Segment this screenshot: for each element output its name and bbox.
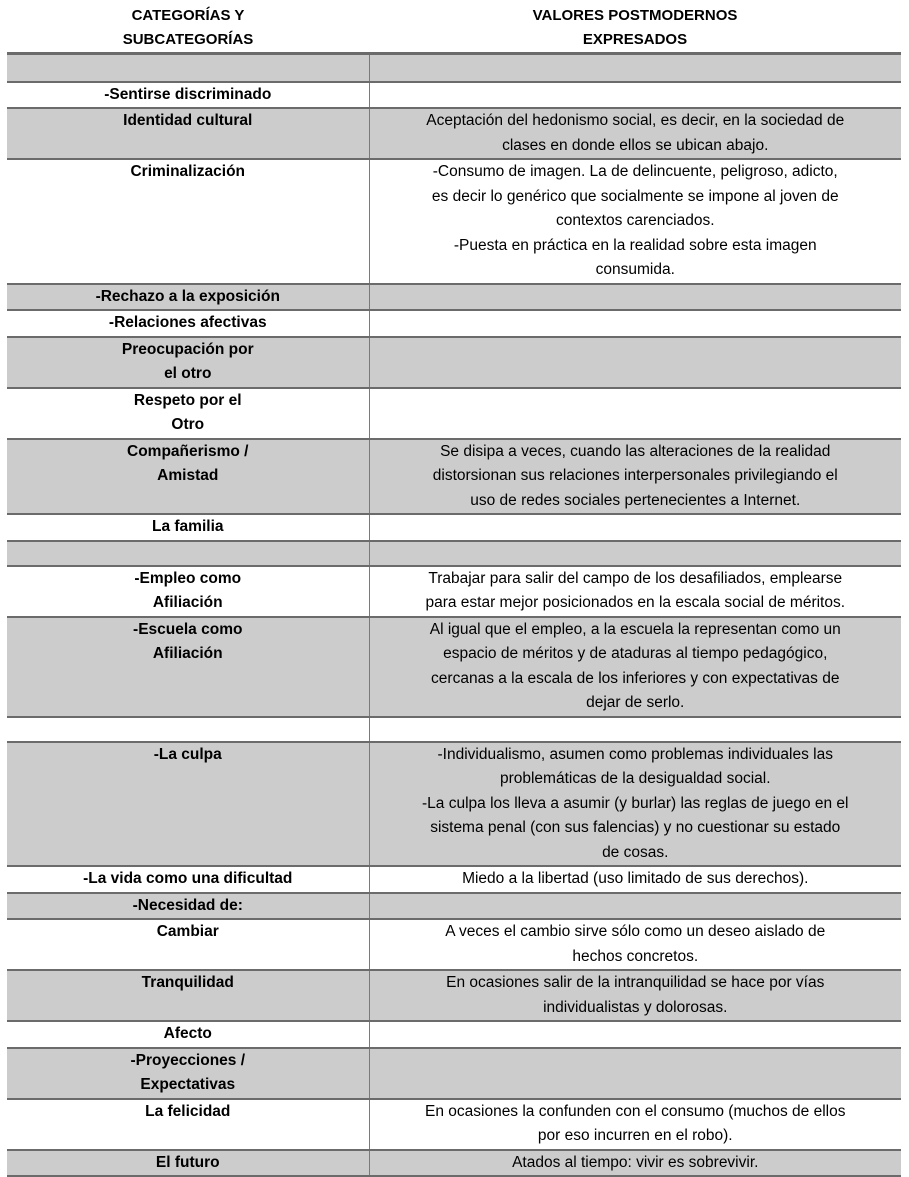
header-values-line: VALORES POSTMODERNOS — [532, 7, 738, 24]
category-cell — [7, 1099, 369, 1150]
category-text: Tranquilidad — [141, 974, 234, 991]
value-cell — [369, 159, 901, 284]
value-cell — [369, 893, 901, 920]
value-text: de cosas. — [602, 843, 669, 861]
category-text: el otro — [164, 365, 212, 382]
value-text: consumida. — [595, 261, 675, 278]
value-cell — [369, 108, 901, 159]
table-row — [7, 54, 901, 82]
value-cell — [369, 970, 901, 1021]
category-cell — [7, 388, 369, 439]
table-row — [7, 159, 901, 284]
category-cell — [7, 1048, 369, 1099]
value-cell — [369, 284, 901, 311]
value-cell — [369, 310, 901, 337]
category-cell — [7, 1021, 369, 1048]
value-text: individualistas y dolorosas. — [543, 998, 728, 1016]
value-cell — [369, 337, 901, 388]
value-text: distorsionan sus relaciones interpersonales privilegiando el — [432, 467, 838, 484]
value-text: sistema penal (con sus falencias) y no cuestionar su estado — [430, 819, 841, 836]
value-text: Atados al tiempo: vivir es sobrevivir. — [512, 1153, 759, 1171]
value-text: hechos concretos. — [572, 947, 699, 965]
category-cell — [7, 742, 369, 867]
category-cell — [7, 970, 369, 1021]
value-text: -Puesta en práctica en la realidad sobre esta imagen — [453, 236, 817, 254]
category-text: Afecto — [163, 1025, 212, 1042]
category-cell — [7, 284, 369, 311]
category-text: -Rechazo a la exposición — [95, 287, 280, 305]
value-text: es decir lo genérico que socialmente se impone al joven de — [431, 187, 839, 205]
value-text: espacio de méritos y de ataduras al tiempo pedagógico, — [443, 645, 828, 662]
value-cell — [369, 617, 901, 717]
category-cell — [7, 108, 369, 159]
table-row — [7, 514, 901, 541]
category-cell — [7, 337, 369, 388]
category-cell — [7, 439, 369, 515]
header-categories — [7, 0, 369, 52]
category-cell — [7, 893, 369, 920]
category-cell — [7, 919, 369, 970]
table-row — [7, 108, 901, 159]
category-cell — [7, 159, 369, 284]
category-cell — [7, 541, 369, 566]
value-text: Aceptación del hedonismo social, es decir, en la sociedad de — [426, 112, 845, 129]
value-text: Miedo a la libertad (uso limitado de sus derechos). — [462, 870, 809, 887]
category-text: -Proyecciones / — [130, 1051, 246, 1069]
categories-values-table — [7, 52, 901, 1177]
table-row — [7, 388, 901, 439]
table-row — [7, 717, 901, 742]
table-row — [7, 337, 901, 388]
category-text: Criminalización — [130, 163, 246, 180]
category-text: El futuro — [155, 1153, 220, 1171]
category-cell — [7, 617, 369, 717]
value-cell — [369, 82, 901, 109]
value-text: clases en donde ellos se ubican abajo. — [502, 136, 769, 154]
value-text: para estar mejor posicionados en la escala social de méritos. — [425, 594, 846, 611]
category-text: -Escuela como — [133, 620, 243, 638]
table-row — [7, 310, 901, 337]
category-text: -Relaciones afectivas — [108, 314, 267, 331]
category-cell — [7, 54, 369, 82]
category-text: Preocupación por — [121, 340, 254, 358]
value-cell — [369, 717, 901, 742]
value-text: Trabajar para salir del campo de los desafiliados, emplearse — [428, 569, 843, 587]
category-cell — [7, 566, 369, 617]
category-text: Cambiar — [156, 923, 219, 940]
category-text: La felicidad — [145, 1102, 231, 1120]
value-text: por eso incurren en el robo). — [537, 1127, 733, 1144]
category-cell — [7, 514, 369, 541]
value-cell — [369, 919, 901, 970]
table-header — [7, 0, 901, 52]
category-cell — [7, 1150, 369, 1177]
table-row — [7, 439, 901, 515]
value-cell — [369, 54, 901, 82]
category-cell — [7, 866, 369, 893]
category-text: Otro — [171, 416, 205, 433]
table-row — [7, 566, 901, 617]
value-text: cercanas a la escala de los inferiores y con expectativas de — [431, 669, 840, 687]
value-text: Se disipa a veces, cuando las alteraciones de la realidad — [440, 442, 831, 460]
table-row — [7, 1021, 901, 1048]
table-row — [7, 1099, 901, 1150]
value-text: -La culpa los lleva a asumir (y burlar) las reglas de juego en el — [422, 794, 849, 812]
value-cell — [369, 1021, 901, 1048]
category-text: -Sentirse discriminado — [104, 85, 272, 103]
value-cell — [369, 1048, 901, 1099]
category-text: -La vida como una dificultad — [83, 870, 293, 887]
value-cell — [369, 866, 901, 893]
value-cell — [369, 388, 901, 439]
value-text: dejar de serlo. — [586, 694, 685, 711]
category-cell — [7, 310, 369, 337]
category-cell — [7, 82, 369, 109]
category-text: Afiliación — [152, 594, 223, 611]
table-row — [7, 742, 901, 867]
category-text: Compañerismo / — [127, 442, 249, 460]
table-row — [7, 82, 901, 109]
value-cell — [369, 439, 901, 515]
value-text: A veces el cambio sirve sólo como un deseo aislado de — [445, 923, 826, 940]
value-cell — [369, 566, 901, 617]
header-categories-line: CATEGORÍAS Y — [131, 7, 245, 24]
category-text: -Necesidad de: — [132, 896, 243, 914]
table-body — [7, 54, 901, 1177]
table-row — [7, 1150, 901, 1177]
table-row — [7, 893, 901, 920]
header-values-line: EXPRESADOS — [582, 31, 688, 48]
table-row — [7, 284, 901, 311]
value-text: uso de redes sociales pertenecientes a Internet. — [470, 491, 801, 509]
category-text: Identidad cultural — [123, 112, 253, 129]
header-categories-line: SUBCATEGORÍAS — [122, 31, 254, 48]
table-row — [7, 541, 901, 566]
value-cell — [369, 742, 901, 867]
value-text: -Consumo de imagen. La de delincuente, peligroso, adicto, — [432, 163, 838, 180]
value-cell — [369, 541, 901, 566]
value-cell — [369, 1150, 901, 1177]
value-text: problemáticas de la desigualdad social. — [499, 770, 771, 787]
table-row — [7, 1048, 901, 1099]
category-cell — [7, 717, 369, 742]
category-text: -La culpa — [153, 745, 222, 763]
table-row — [7, 617, 901, 717]
value-cell — [369, 1099, 901, 1150]
value-cell — [369, 514, 901, 541]
value-text: contextos carenciados. — [555, 212, 715, 229]
table-row — [7, 919, 901, 970]
category-text: Respeto por el — [133, 391, 242, 409]
value-text: Al igual que el empleo, a la escuela la representan como un — [429, 620, 841, 638]
value-text: -Individualismo, asumen como problemas individuales las — [437, 745, 833, 763]
header-values — [369, 0, 901, 52]
category-text: La familia — [152, 518, 224, 535]
table-row — [7, 970, 901, 1021]
table-row — [7, 866, 901, 893]
category-text: Amistad — [157, 467, 219, 484]
category-text: -Empleo como — [134, 569, 242, 587]
category-text: Afiliación — [152, 645, 223, 662]
value-text: En ocasiones la confunden con el consumo (muchos de ellos — [425, 1102, 846, 1120]
value-text: En ocasiones salir de la intranquilidad se hace por vías — [446, 974, 825, 991]
category-text: Expectativas — [140, 1076, 236, 1093]
